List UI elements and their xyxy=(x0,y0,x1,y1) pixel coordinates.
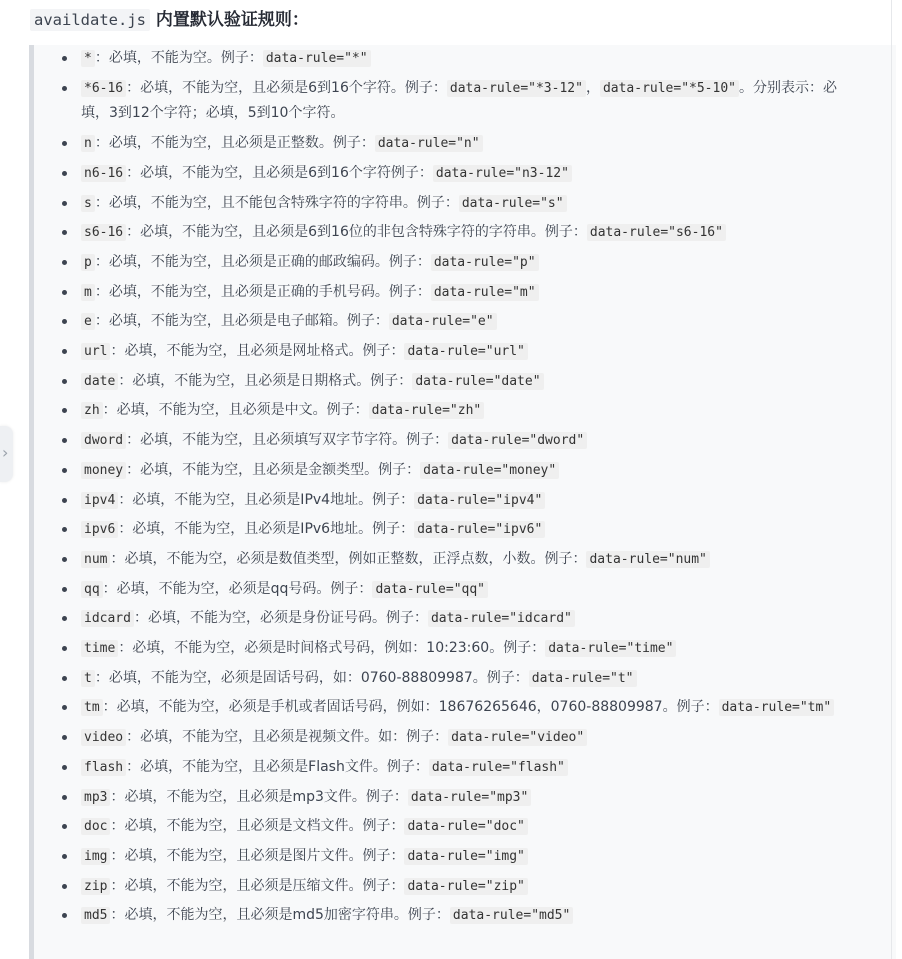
rule-key: idcard xyxy=(81,610,134,627)
rule-item xyxy=(51,369,851,395)
rule-key: p xyxy=(81,254,95,271)
rule-item xyxy=(51,606,851,632)
rule-item xyxy=(51,398,851,424)
rule-description: ：必填，不能为空，且必须是Flash文件。例子： xyxy=(126,758,429,775)
rule-item xyxy=(51,755,851,781)
rule-description: ：必填，不能为空，且必须填写双字节字符。例子： xyxy=(126,432,449,449)
rule-item xyxy=(51,695,851,721)
rule-example: data-rule="date" xyxy=(412,373,543,390)
rule-example: data-rule="qq" xyxy=(372,581,488,598)
rule-key: m xyxy=(81,284,95,301)
rules-list xyxy=(51,46,851,933)
rule-example: data-rule="mp3" xyxy=(408,789,531,806)
rule-example: data-rule="t" xyxy=(529,670,637,687)
heading-filename: availdate.js xyxy=(30,9,150,31)
sidebar-toggle-tab[interactable] xyxy=(0,426,13,482)
rule-key: zh xyxy=(81,402,103,419)
rule-key: dword xyxy=(81,432,126,449)
rule-item xyxy=(51,339,851,365)
rule-tail: 。分别表示：必填，3到12个字符；必填，5到10个字符。 xyxy=(81,79,837,122)
rule-key: date xyxy=(81,373,118,390)
rule-key: url xyxy=(81,343,110,360)
rule-example-2: data-rule="*5-10" xyxy=(600,80,739,97)
rule-key: s6-16 xyxy=(81,224,126,241)
chevron-right-icon: › xyxy=(2,443,9,462)
rule-item xyxy=(51,874,851,900)
rule-key: flash xyxy=(81,759,126,776)
rule-item xyxy=(51,220,851,246)
rule-description: ：必填，不能为空，必须是手机或者固话号码，例如：18676265646，0760-88809987。例子： xyxy=(102,699,719,716)
rule-description: ：必填，不能为空，且必须是中文。例子： xyxy=(102,402,369,419)
rule-item xyxy=(51,517,851,543)
rule-description: ：必填，不能为空，且必须是正确的手机号码。例子： xyxy=(94,283,431,300)
rule-item xyxy=(51,636,851,662)
rule-description: ：必填，不能为空，且必须是日期格式。例子： xyxy=(118,372,413,389)
rule-item xyxy=(51,725,851,751)
rule-key: mp3 xyxy=(81,789,110,806)
rule-example: data-rule="zh" xyxy=(369,402,485,419)
rule-item xyxy=(51,250,851,276)
rule-item xyxy=(51,131,851,157)
rule-example: data-rule="n3-12" xyxy=(433,165,572,182)
rule-item xyxy=(51,428,851,454)
rule-example: data-rule="s" xyxy=(459,195,567,212)
rule-key: s xyxy=(81,195,95,212)
rule-example: data-rule="doc" xyxy=(404,818,527,835)
rule-item xyxy=(51,46,851,72)
rule-description: ：必填，不能为空，必须是时间格式号码，例如：10:23:60。例子： xyxy=(118,640,546,657)
rule-example: data-rule="*" xyxy=(263,50,371,67)
rule-description: ：必填，不能为空，且必须是电子邮箱。例子： xyxy=(94,313,389,330)
rule-item xyxy=(51,161,851,187)
rule-item xyxy=(51,309,851,335)
rule-example: data-rule="flash" xyxy=(429,759,568,776)
rule-key: n xyxy=(81,135,95,152)
rule-key: time xyxy=(81,640,118,657)
rule-example: data-rule="video" xyxy=(448,729,587,746)
rule-key: img xyxy=(81,848,110,865)
rule-example: data-rule="p" xyxy=(431,254,539,271)
rule-item xyxy=(51,191,851,217)
rule-item xyxy=(51,547,851,573)
rule-item xyxy=(51,785,851,811)
rule-description: ：必填，不能为空，且必须是金额类型。例子： xyxy=(126,461,421,478)
rule-description: ：必填，不能为空，且必须是视频文件。如：例子： xyxy=(126,729,449,746)
rule-item xyxy=(51,844,851,870)
rule-description: ：必填，不能为空，必须是qq号码。例子： xyxy=(102,580,373,597)
rule-item xyxy=(51,280,851,306)
section-heading xyxy=(30,6,309,34)
rule-description: ：必填，不能为空，且必须是IPv4地址。例子： xyxy=(118,491,415,508)
rule-key: t xyxy=(81,670,95,687)
rule-example: data-rule="url" xyxy=(404,343,527,360)
rule-example: data-rule="dword" xyxy=(448,432,587,449)
rule-key: video xyxy=(81,729,126,746)
rule-example: data-rule="ipv4" xyxy=(414,492,545,509)
rule-example: data-rule="num" xyxy=(586,551,709,568)
rule-key: md5 xyxy=(81,907,110,924)
rule-description: ：必填，不能为空，必须是固话号码，如：0760-88809987。例子： xyxy=(94,669,529,686)
rule-item xyxy=(51,666,851,692)
rule-key: * xyxy=(81,50,95,67)
rule-description: ：必填，不能为空，且必须是网址格式。例子： xyxy=(110,343,405,360)
rule-item xyxy=(51,903,851,929)
rule-example: data-rule="e" xyxy=(389,313,497,330)
rule-example: data-rule="s6-16" xyxy=(587,224,726,241)
rule-description: ：必填，不能为空，必须是数值类型，例如正整数，正浮点数，小数。例子： xyxy=(110,550,587,567)
rule-example: data-rule="idcard" xyxy=(428,610,575,627)
rule-key: zip xyxy=(81,878,110,895)
rule-example: data-rule="money" xyxy=(420,462,559,479)
rule-example: data-rule="tm" xyxy=(719,699,835,716)
rule-description: ：必填，不能为空，且必须是6到16个字符。例子： xyxy=(126,79,447,96)
rule-description: ：必填，不能为空，且必须是图片文件。例子： xyxy=(110,847,405,864)
rule-key: *6-16 xyxy=(81,80,126,97)
rule-key: n6-16 xyxy=(81,165,126,182)
rule-description: ：必填，不能为空，且不能包含特殊字符的字符串。例子： xyxy=(94,194,459,211)
rule-item xyxy=(51,814,851,840)
rule-description: ：必填，不能为空，且必须是6到16个字符例子： xyxy=(126,164,433,181)
rule-description: ：必填，不能为空，且必须是6到16位的非包含特殊字符的字符串。例子： xyxy=(126,224,587,241)
rule-example: data-rule="img" xyxy=(404,848,527,865)
rule-key: money xyxy=(81,462,126,479)
content-right-border xyxy=(891,0,892,959)
rule-description: ：必填，不能为空，且必须是正确的邮政编码。例子： xyxy=(94,253,431,270)
rule-example: data-rule="n" xyxy=(375,135,483,152)
rule-separator: ， xyxy=(585,79,600,96)
rule-key: doc xyxy=(81,818,110,835)
rule-item xyxy=(51,458,851,484)
rule-description: ：必填，不能为空，且必须是压缩文件。例子： xyxy=(110,877,405,894)
rule-example: data-rule="ipv6" xyxy=(414,521,545,538)
rule-description: ：必填，不能为空，且必须是文档文件。例子： xyxy=(110,818,405,835)
rule-description: ：必填，不能为空，且必须是正整数。例子： xyxy=(94,135,375,152)
rule-description: ：必填，不能为空，且必须是IPv6地址。例子： xyxy=(118,521,415,538)
rule-description: ：必填，不能为空，必须是身份证号码。例子： xyxy=(133,610,428,627)
rule-key: num xyxy=(81,551,110,568)
rule-description: ：必填，不能为空。例子： xyxy=(94,50,263,66)
heading-title: 内置默认验证规则： xyxy=(155,10,309,30)
rule-example: data-rule="*3-12" xyxy=(447,80,586,97)
rule-example: data-rule="m" xyxy=(431,284,539,301)
rule-key: e xyxy=(81,313,95,330)
rule-description: ：必填，不能为空，且必须是mp3文件。例子： xyxy=(110,788,408,805)
rule-item xyxy=(51,577,851,603)
rule-key: tm xyxy=(81,699,103,716)
rule-description: ：必填，不能为空，且必须是md5加密字符串。例子： xyxy=(110,907,450,924)
rule-key: ipv6 xyxy=(81,521,118,538)
rule-key: ipv4 xyxy=(81,492,118,509)
rule-item xyxy=(51,488,851,514)
rule-item xyxy=(51,76,851,127)
rule-example: data-rule="time" xyxy=(545,640,676,657)
rule-key: qq xyxy=(81,581,103,598)
rule-example: data-rule="zip" xyxy=(404,878,527,895)
rule-example: data-rule="md5" xyxy=(450,907,573,924)
